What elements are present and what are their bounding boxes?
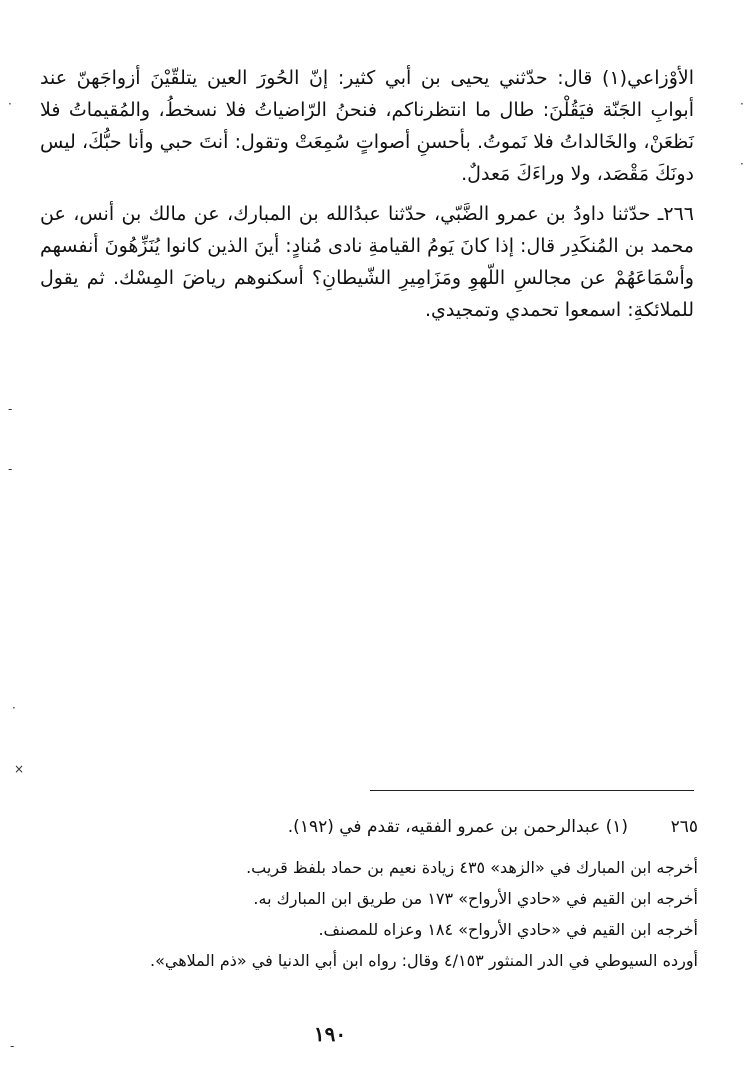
scan-speck: - [8, 462, 13, 476]
scan-speck: · [740, 157, 744, 171]
scan-speck: · [740, 97, 744, 111]
footnote-reference-number: ٢٦٥ [670, 817, 698, 837]
note-line: أخرجه ابن المبارك في «الزهد» ٤٣٥ زيادة نعيم بن حماد بلفظ قريب. [246, 858, 698, 877]
paragraph-265: الأوْزاعي(١) قال: حدّثني يحيى بن أبي كثير: إنّ الحُورَ العين يتلقّيْنَ أزواجَهنّ عند أبوابِ الجَنّة فيَقُلْنَ: طال ما انتظرناكم، فنحنُ الرّاضياتُ فلا نسخطُ، والمُقيماتُ فلا نَظعَنْ، والخَالداتُ فلا نَموتُ. بأحسنِ أصواتٍ سُمِعَتْ وتقول: أنتَ حبي وأنا حبُّكَ، ليس دونَكَ مَقْصَد، ولا وراءَكَ مَعدلٌ. [40, 67, 694, 185]
note-line: أورده السيوطي في الدر المنثور ٤/١٥٣ وقال: رواه ابن أبي الدنيا في «ذم الملاهي». [149, 951, 698, 970]
main-text-block [40, 62, 694, 326]
note-line: أخرجه ابن القيم في «حادي الأرواح» ١٨٤ وعزاه للمصنف. [318, 920, 698, 939]
footnote-text: (١) عبدالرحمن بن عمرو الفقيه، تقدم في (١٩٢). [287, 817, 628, 837]
footnote-separator [370, 790, 694, 791]
paragraph-266: ٢٦٦ـ حدّثنا داودُ بن عمرو الضَّبّي، حدّثنا عبدُالله بن المبارك، عن مالك بن أنس، عن محمد بن المُنكَدِر قال: إذا كانَ يَومُ القيامةِ نادى مُنادٍ: أينَ الذين كانوا يُنَزِّهُونَ أنفسهم وأسْمَاعَهُمْ عن مجالسِ اللّهوِ ومَزَامِيرِ الشّيطانِ؟ أسكنوهم رياضَ المِسْك. ثم يقول للملائكةِ: اسمعوا تحمدي وتمجيدي. [40, 203, 694, 321]
takhrij-notes [58, 852, 698, 976]
note-line: أخرجه ابن القيم في «حادي الأرواح» ١٧٣ من طريق ابن المبارك به. [253, 889, 698, 908]
scan-speck: - [10, 1039, 15, 1053]
scan-speck: × [14, 762, 25, 776]
scan-speck: - [8, 402, 13, 416]
scan-speck: · [8, 97, 12, 111]
scan-speck: · [12, 701, 16, 715]
page-number: ١٩٠ [313, 1022, 347, 1046]
